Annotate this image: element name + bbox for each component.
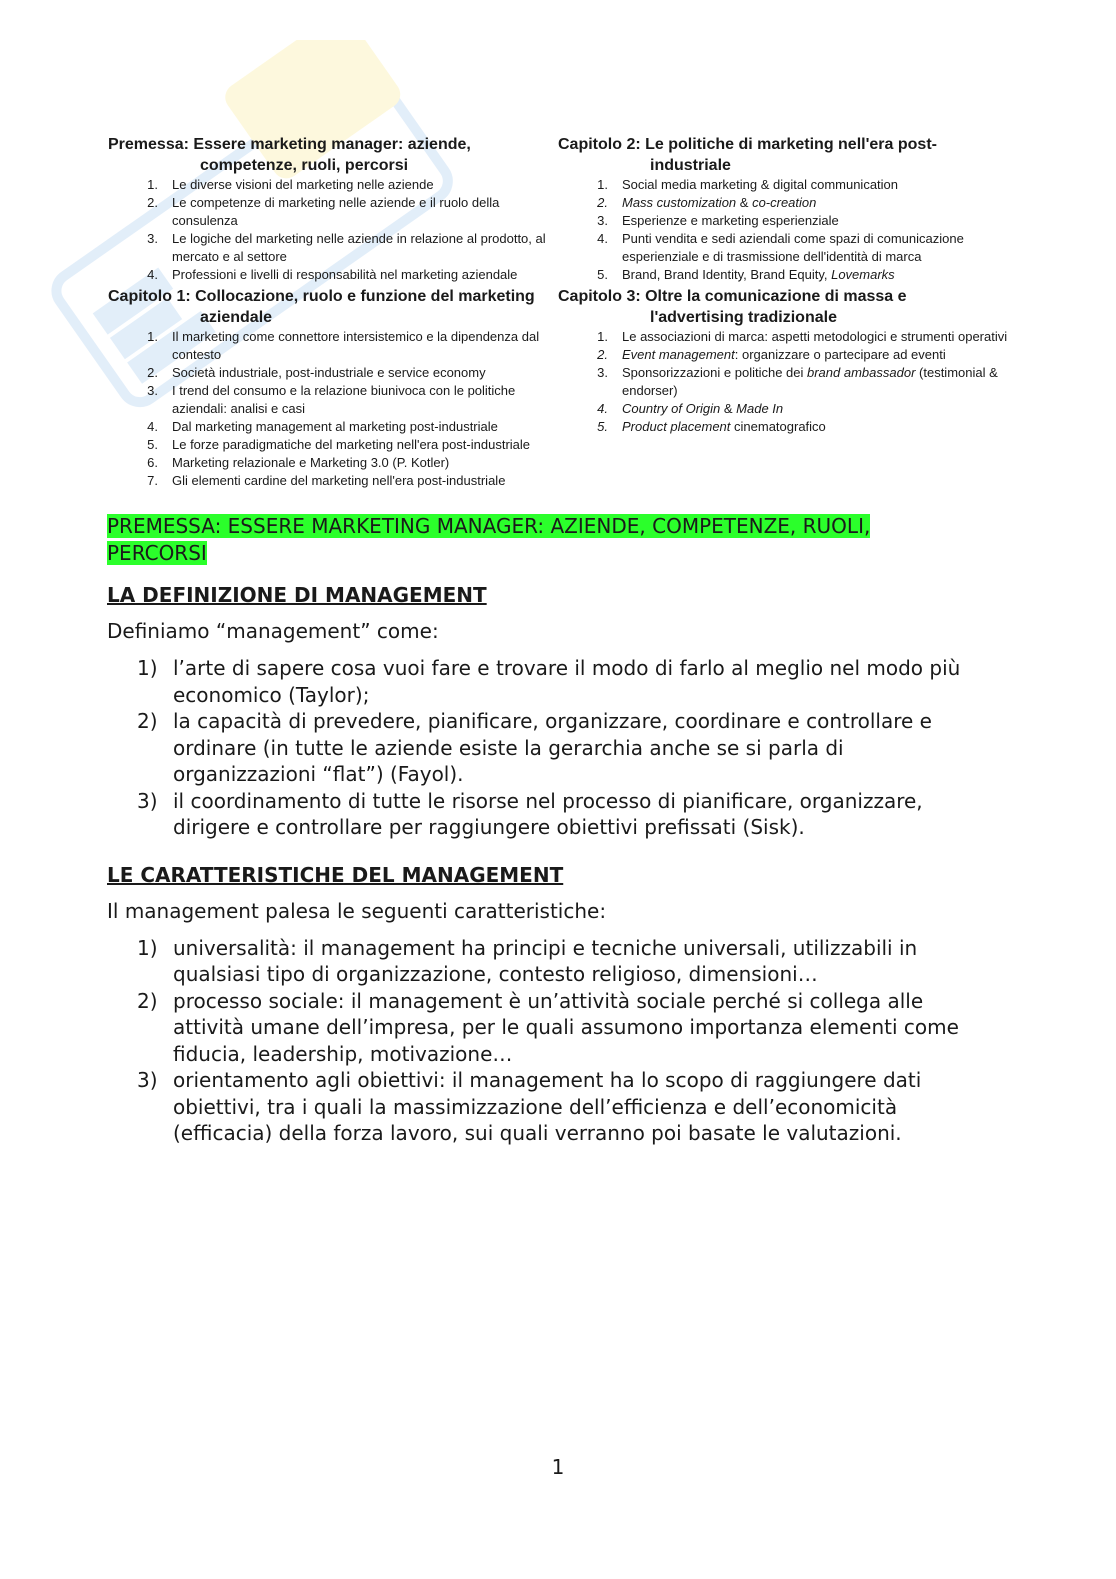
- text-run: Il marketing come connettore intersistemico e la dipendenza dal contesto: [172, 329, 540, 362]
- chapter-item-number: 1.: [597, 177, 608, 192]
- chapter-item-number: 5.: [597, 419, 608, 434]
- list-item-text: la capacità di prevedere, pianificare, organizzare, coordinare e controllare e ordinare (in tutte le aziende esiste la gerarchia anche se si parla di organizzazioni “flat”) (Fayol).: [173, 709, 932, 786]
- list-item: [107, 988, 1007, 1068]
- chapter-title: [108, 286, 558, 328]
- text-run: Brand, Brand Identity, Brand Equity,: [622, 267, 832, 282]
- chapter-item: [558, 328, 1008, 346]
- chapter-item-number: 4.: [597, 401, 608, 416]
- toc-right-column: [558, 134, 1008, 492]
- chapter-item-number: 2.: [597, 347, 608, 362]
- chapter-item-text: [172, 472, 558, 490]
- section-intro: Il management palesa le seguenti caratteristiche:: [107, 898, 607, 923]
- text-run: Le diverse visioni del marketing nelle aziende: [172, 177, 434, 192]
- chapter-item-number: 5.: [597, 267, 608, 282]
- chapter-item-text: [172, 382, 558, 418]
- text-run: Mass customization: [622, 195, 737, 210]
- text-run: Sponsorizzazioni e politiche dei: [622, 365, 807, 380]
- text-run: Gli elementi cardine del marketing nell'era post-industriale: [172, 473, 506, 488]
- chapter-title: [108, 134, 558, 176]
- text-run: Social media marketing & digital communication: [622, 177, 899, 192]
- chapter-item-number: 2.: [597, 195, 608, 210]
- list-item-text: il coordinamento di tutte le risorse nel processo di pianificare, organizzare, dirigere e controllare per raggiungere obiettivi prefissati (Sisk).: [173, 788, 923, 839]
- chapter-title: [558, 286, 1008, 328]
- list-item-number: 3): [137, 1068, 158, 1092]
- chapter-item-text: [622, 212, 1008, 230]
- chapter-item: [558, 400, 1008, 418]
- chapter-item: [558, 212, 1008, 230]
- section-title: LE CARATTERISTICHE DEL MANAGEMENT: [107, 862, 564, 887]
- chapter-item-number: 6.: [147, 455, 158, 470]
- list-item-text: l’arte di sapere cosa vuoi fare e trovare il modo di farlo al meglio nel modo più economico (Taylor);: [173, 656, 961, 707]
- chapter-item-number: 5.: [147, 437, 158, 452]
- text-run: Marketing relazionale e Marketing 3.0 (P. Kotler): [172, 455, 450, 470]
- text-run: Professioni e livelli di responsabilità nel marketing aziendale: [172, 267, 518, 282]
- main-content: [107, 513, 1007, 1167]
- chapter-item-text: [622, 194, 1008, 212]
- text-run: Punti vendita e sedi aziendali come spazi di comunicazione esperienziale e di trasmissione dell'identità di marca: [622, 231, 964, 264]
- chapter-item-text: [172, 328, 558, 364]
- chapter-title-line: competenze, ruoli, percorsi: [200, 157, 409, 174]
- chapter-item: [558, 364, 1008, 400]
- text-run: co-creation: [752, 195, 817, 210]
- chapter-item-number: 3.: [147, 231, 158, 246]
- text-run: Country of Origin: [622, 401, 721, 416]
- page-number: 1: [551, 1455, 565, 1479]
- list-item: [107, 935, 1007, 988]
- chapter-title: [558, 134, 1008, 176]
- chapter-item-text: [172, 418, 558, 436]
- chapter-item: [558, 230, 1008, 266]
- list-item-text: orientamento agli obiettivi: il management ha lo scopo di raggiungere dati obiettivi, tra i quali la massimizzazione dell’efficienza e dell’economicità (efficacia) della forza lavoro, sui quali verranno poi basate le valutazioni.: [173, 1068, 922, 1145]
- chapter-item: [108, 230, 558, 266]
- chapter-item-text: [622, 418, 1008, 436]
- highlighted-heading: [107, 513, 937, 567]
- chapter-item: [108, 364, 558, 382]
- chapter-item-text: [172, 176, 558, 194]
- chapter-item: [108, 382, 558, 418]
- chapter-item-text: [622, 346, 1008, 364]
- chapter-items: [108, 328, 558, 490]
- chapter-item-number: 3.: [147, 383, 158, 398]
- chapter-item: [558, 346, 1008, 364]
- list-item: [107, 788, 1007, 841]
- list-item-number: 3): [137, 788, 158, 813]
- chapter-item: [558, 176, 1008, 194]
- text-run: &: [720, 401, 737, 416]
- section-intro: Definiamo “management” come:: [107, 619, 439, 643]
- numbered-list: [107, 655, 1007, 841]
- chapter-title-line: Capitolo 3: Oltre la comunicazione di massa e: [558, 288, 907, 305]
- chapter-item-text: [172, 194, 558, 230]
- list-item: [107, 655, 1007, 708]
- text-run: brand ambassador: [807, 365, 916, 380]
- text-run: : organizzare o partecipare ad eventi: [734, 347, 946, 362]
- chapter-item-number: 2.: [147, 195, 158, 210]
- chapter-items: [558, 328, 1008, 436]
- text-run: Dal marketing management al marketing post-industriale: [172, 419, 498, 434]
- table-of-contents: [108, 134, 1008, 492]
- chapter-item-text: [622, 400, 1008, 418]
- chapter-item-text: [622, 364, 1008, 400]
- text-run: Le associazioni di marca: aspetti metodologici e strumenti operativi: [622, 329, 1008, 344]
- chapter-item: [108, 266, 558, 284]
- list-item: [107, 1067, 1007, 1147]
- chapter-item: [108, 418, 558, 436]
- chapter-title-line: aziendale: [200, 309, 273, 326]
- list-item-number: 1): [137, 656, 158, 680]
- text-run: cinematografico: [730, 419, 826, 434]
- chapter-item: [108, 436, 558, 454]
- chapter-title-line: industriale: [650, 157, 731, 174]
- chapter-item: [558, 418, 1008, 436]
- text-run: Event management: [622, 347, 735, 362]
- section-title: LA DEFINIZIONE DI MANAGEMENT: [107, 583, 487, 607]
- chapter-item-number: 7.: [147, 473, 158, 488]
- text-run: &: [736, 195, 753, 210]
- list-item-text: processo sociale: il management è un’attività sociale perché si collega alle attività umane dell’impresa, per le quali assumono importanza elementi come fiducia, leadership, motivazione…: [173, 988, 959, 1066]
- chapter-item-text: [622, 230, 1008, 266]
- chapter-title-line: Capitolo 2: Le politiche di marketing nell'era post-: [558, 136, 937, 153]
- list-item-number: 2): [137, 988, 158, 1013]
- chapter-item-number: 3.: [597, 213, 608, 228]
- chapter-item-text: [172, 230, 558, 266]
- chapter-item-text: [172, 454, 558, 472]
- chapter-title-line: l'advertising tradizionale: [650, 309, 837, 326]
- chapter-item-text: [622, 176, 1008, 194]
- chapter-items: [108, 176, 558, 284]
- chapter-item: [108, 454, 558, 472]
- chapter-item-number: 1.: [147, 329, 158, 344]
- text-run: Le logiche del marketing nelle aziende in relazione al prodotto, al mercato e al settore: [172, 231, 546, 264]
- chapter-item-text: [172, 266, 558, 284]
- text-run: Le competenze di marketing nelle aziende e il ruolo della consulenza: [172, 195, 500, 228]
- chapter-item-text: [172, 364, 558, 382]
- chapter-item: [558, 194, 1008, 212]
- chapter-item: [108, 176, 558, 194]
- text-run: Esperienze e marketing esperienziale: [622, 213, 839, 228]
- chapter-item: [108, 472, 558, 490]
- toc-left-column: [108, 134, 558, 492]
- chapter-item-number: 3.: [597, 365, 608, 380]
- highlighted-heading-text: PREMESSA: ESSERE MARKETING MANAGER: AZIENDE, COMPETENZE, RUOLI, PERCORSI: [107, 514, 871, 565]
- chapter-item-text: [622, 328, 1008, 346]
- text-run: Made In: [736, 401, 784, 416]
- sections: [107, 581, 1007, 1147]
- text-run: Le forze paradigmatiche del marketing nell'era post-industriale: [172, 437, 531, 452]
- list-item-number: 2): [137, 709, 158, 733]
- chapter-item-text: [172, 436, 558, 454]
- list-item: [107, 708, 1007, 788]
- text-run: (testimonial & endorser): [622, 365, 998, 398]
- chapter-item: [558, 266, 1008, 284]
- text-run: I trend del consumo e la relazione biunivoca con le politiche aziendali: analisi e casi: [172, 383, 516, 416]
- text-run: Lovemarks: [831, 267, 895, 282]
- text-run: Product placement: [622, 419, 731, 434]
- chapter-title-line: Premessa: Essere marketing manager: aziende,: [108, 136, 471, 153]
- text-run: Società industriale, post-industriale e service economy: [172, 365, 486, 380]
- chapter-item: [108, 194, 558, 230]
- chapter-item: [108, 328, 558, 364]
- chapter-item-number: 1.: [147, 177, 158, 192]
- chapter-item-number: 2.: [147, 365, 158, 380]
- chapter-item-number: 1.: [597, 329, 608, 344]
- chapter-item-number: 4.: [597, 231, 608, 246]
- list-item-text: universalità: il management ha principi e tecniche universali, utilizzabili in qualsiasi tipo di organizzazione, contesto religioso, dimensioni…: [173, 935, 918, 986]
- chapter-title-line: Capitolo 1: Collocazione, ruolo e funzione del marketing: [108, 288, 535, 305]
- chapter-items: [558, 176, 1008, 284]
- numbered-list: [107, 935, 1007, 1147]
- chapter-item-text: [622, 266, 1008, 284]
- list-item-number: 1): [137, 935, 158, 960]
- chapter-item-number: 4.: [147, 419, 158, 434]
- chapter-item-number: 4.: [147, 267, 158, 282]
